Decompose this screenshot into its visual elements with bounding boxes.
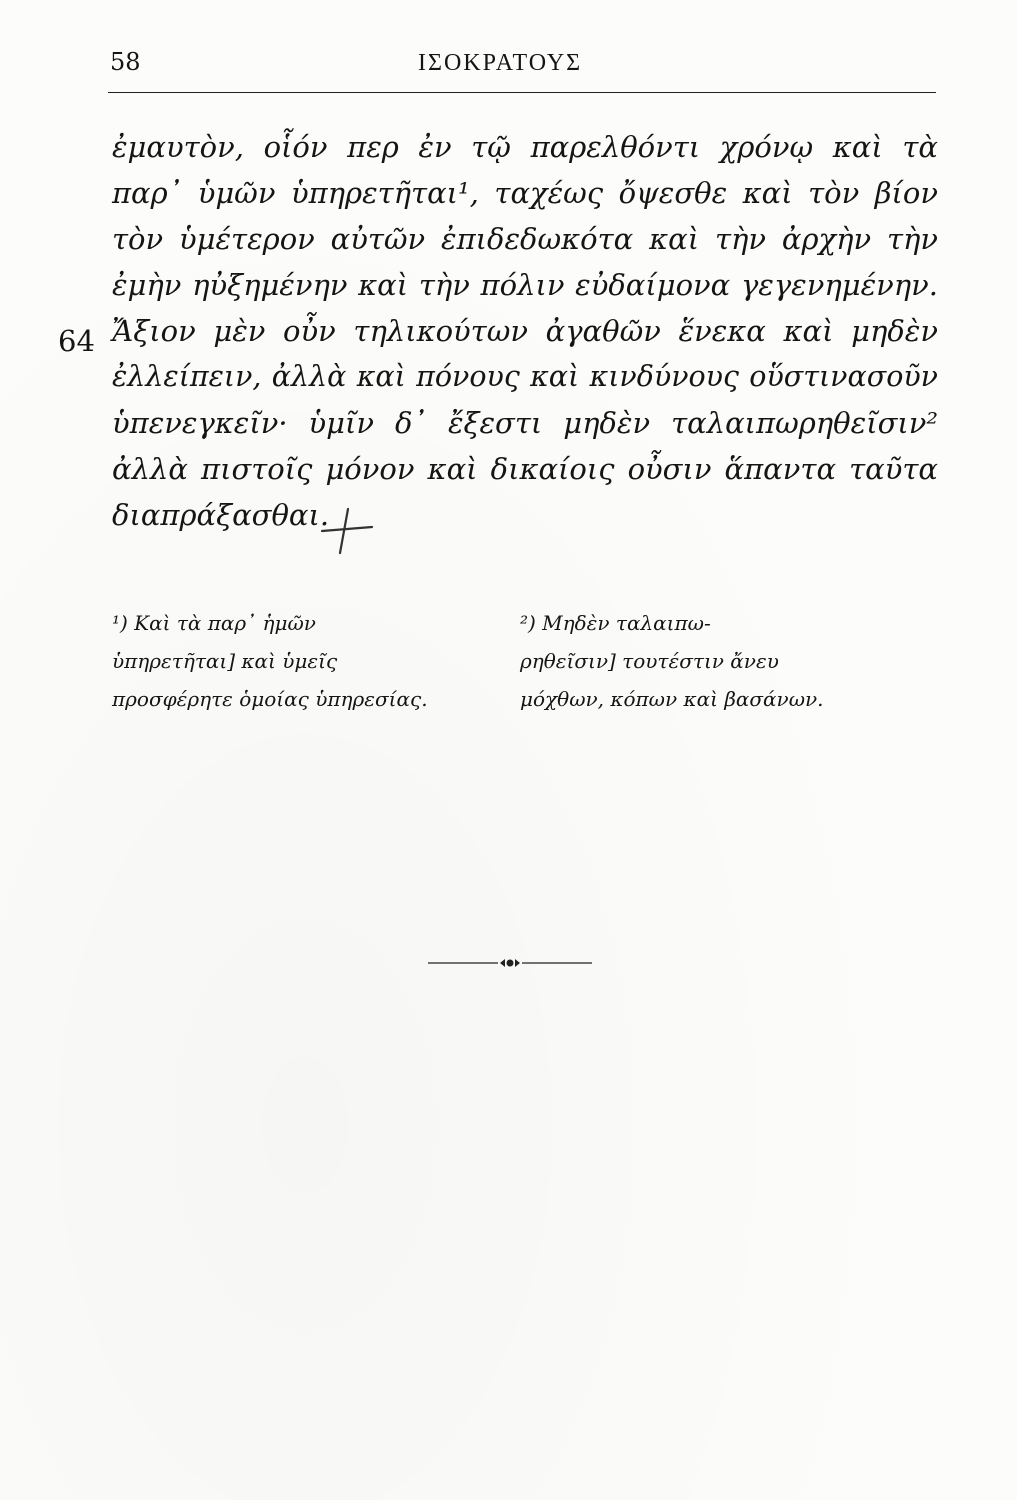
text-line: ὑπενεγκεῖν· ὑμῖν δ᾽ ἔξεστι μηδὲν ταλαιπωρηθεῖσιν² (112, 406, 938, 440)
page-number: 58 (110, 48, 141, 76)
running-head: ΙΣΟΚΡΑΤΟΥΣ (418, 50, 583, 76)
section-separator-ornament (428, 955, 592, 971)
footnote-line: ρηθεῖσιν] τουτέστιν ἄνευ (520, 649, 779, 673)
text-line: ἐμὴν ηὐξημένην καὶ τὴν πόλιν εὐδαίμονα γεγενημένην. (112, 268, 938, 302)
text-line: παρ᾽ ὑμῶν ὑπηρετῆται¹, ταχέως ὄψεσθε καὶ τὸν βίον (112, 176, 938, 210)
footnote-line: ὑπηρετῆται] καὶ ὑμεῖς (112, 649, 338, 673)
text-line: τὸν ὑμέτερον αὐτῶν ἐπιδεδωκότα καὶ τὴν ἀρχὴν τὴν (112, 222, 938, 256)
footnote-1 (112, 604, 514, 718)
text-line: ἀλλὰ πιστοῖς μόνον καὶ δικαίοις οὖσιν ἅπαντα ταῦτα (112, 452, 938, 486)
text-line: ἐμαυτὸν, οἷόν περ ἐν τῷ παρελθόντι χρόνῳ καὶ τὰ (112, 130, 938, 164)
handwritten-cross-mark (318, 505, 374, 555)
text-line: διαπράξασθαι. (112, 498, 330, 532)
footnote-line: μόχθων, κόπων καὶ βασάνων. (520, 687, 824, 711)
header-rule (108, 92, 936, 93)
page-header (108, 44, 936, 94)
text-line: Ἄξιον μὲν οὖν τηλικούτων ἀγαθῶν ἕνεκα καὶ μηδὲν (112, 314, 938, 348)
footnote-line: προσφέρητε ὁμοίας ὑπηρεσίας. (112, 687, 428, 711)
main-text (112, 124, 938, 538)
footnote-2 (520, 604, 940, 718)
footnote-line: ¹) Καὶ τὰ παρ᾽ ἡμῶν (112, 611, 316, 635)
text-line: ἐλλείπειν, ἀλλὰ καὶ πόνους καὶ κινδύνους οὕστινασοῦν (112, 360, 938, 393)
section-number: 64 (58, 324, 95, 358)
footnote-line: ²) Μηδὲν ταλαιπω- (520, 611, 711, 635)
